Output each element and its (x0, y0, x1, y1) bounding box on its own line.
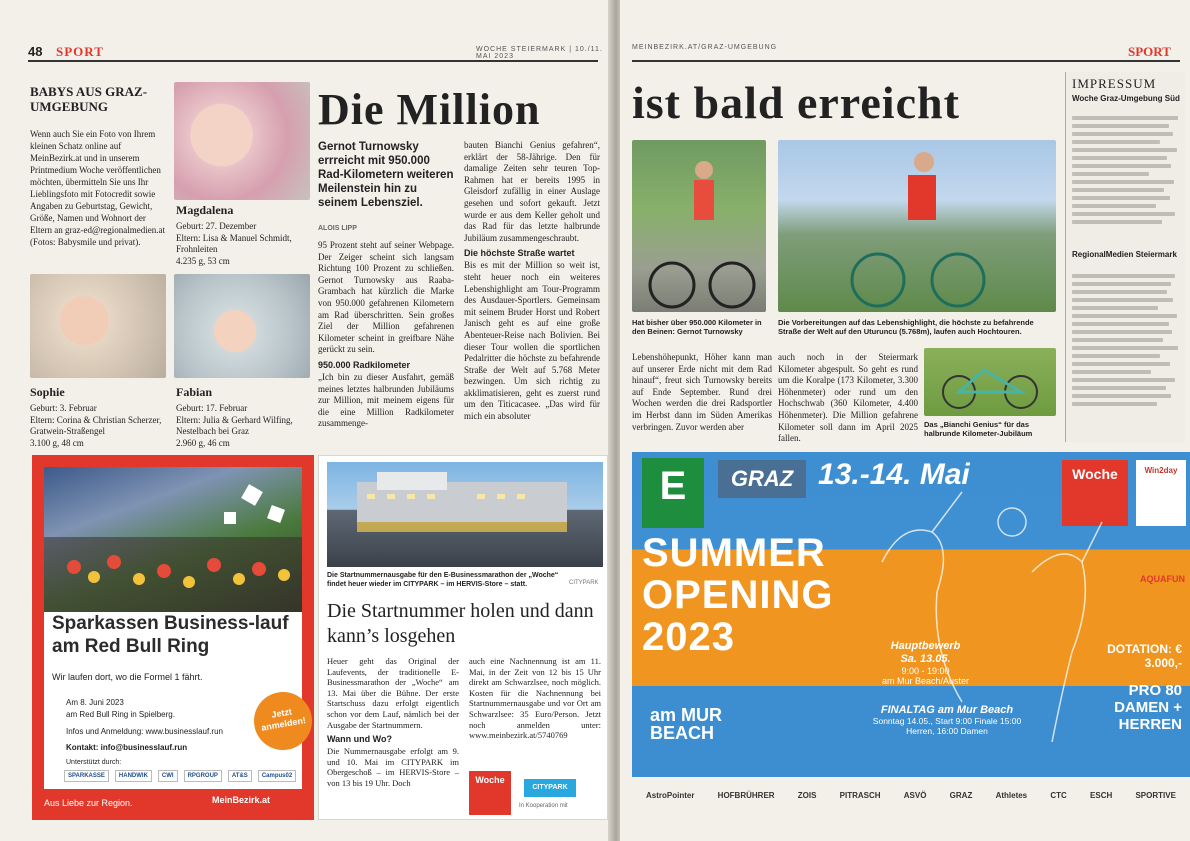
article-text: Bis es mit der Million so weit ist, steht heuer noch ein weiteres Lebenshighlight am Tour-Programm des Ausdauer-Sportlers. Gemeinsam mit seinem Bruder Horst und Robert Janisch geht es auf eine große Abenteuer-Reise nach Bolivien. Bei dieser Tour wollen die sportlichen Pedalritter die höchste zu befahrende Straße der Welt auf 5.768 Meter bezwingen. Um sich richtig zu akklimatisieren, geht es zuerst rund um den Titicacasee. „Das wird für mich ein absoluter (464, 260, 600, 422)
article-text: Heuer geht das Original der Laufevents, der traditionelle E-Businessmarathon der „Woche“ am 13. Mai über die Bühne. Der erste Startschuss dazu erfolgt eigentlich schon vor dem Lauf, nämlich bei der Ausgabe der Startnummern. (327, 656, 459, 730)
article-text: Die Nummernausgabe erfolgt am 9. und 10. Mai im CITYPARK im Obergeschoß – im HERVIS-Store – von 13 bis 19 Uhr. Doch (327, 746, 459, 788)
baby-photo-magdalena (174, 82, 310, 200)
main-event-date: Sa. 13.05. (900, 653, 951, 665)
main-event-place: am Mur Beach/Auster (882, 676, 970, 686)
citypark-logo: CITYPARK (524, 779, 576, 797)
sponsor-logo: ESCH (1090, 790, 1113, 800)
article-subhead: 950.000 Radkilometer (318, 359, 411, 370)
summer-opening-ad[interactable] (632, 452, 1190, 777)
babys-title: BABYS AUS GRAZ-UMGEBUNG (30, 84, 148, 114)
prize-money: DOTATION: € 3.000,- (1107, 642, 1182, 670)
citypark-column-2: auch eine Nachnennung ist am 11. Mai, in der Zeit von 12 bis 15 Uhr direkt am Schwarzlsee, noch möglich. Kosten für die Nachnennung bei Startnummernausgabe und vor Ort am Schwarzlsee: 35 Euro/Person. Jetzt noch anmelden unter: www.meinbezirk.at/5740769 (469, 656, 601, 741)
event-title: SUMMER OPENING 2023 (642, 531, 834, 659)
main-event-time: 9:00 - 19:00 (901, 666, 950, 676)
article-text: 95 Prozent steht auf seiner Webpage. Der Zeiger scheint sich langsam Richtung 100 Prozent zu schließen. Gernot Turnowsky aus Raaba-Grambach hat kürzlich die Marke von 950.000 gefahrenen Kilometern am Rad überschritten. Sein großes Ziel der Million gefahrenen Kilometer scheint in greifbare Nähe gerückt zu sein. (318, 240, 454, 355)
sponsor-logo: PITRASCH (839, 790, 881, 800)
sponsor-logo: RPGROUP (184, 770, 222, 782)
bike-photo (924, 348, 1056, 416)
section-label: SPORT (1128, 44, 1171, 59)
baby-photo-sophie (30, 274, 166, 378)
citypark-headline: Die Startnummer holen und dann kann’s losgehen (327, 600, 594, 647)
cyclist-photo-2 (778, 140, 1056, 312)
bicycle-illustration (924, 348, 1056, 416)
woche-logo: Woche (1062, 460, 1128, 526)
article-column-1 (318, 240, 454, 430)
photo-caption: Die Startnummernausgabe für den E-Businessmarathon der „Woche“ findet heuer wieder im CITYPARK – im HERVIS-Store – statt. (327, 572, 559, 588)
impressum-subtitle: RegionalMedien Steiermark (1072, 250, 1177, 259)
article-deck: Gernot Turnowsky errreicht mit 950.000 Rad-Kilometern weiteren Meilenstein hin zu seinem Lebensziel. (318, 141, 454, 209)
final-day-details: Sonntag 14.05., Start 9:00 Finale 15:00 Herren, 16:00 Damen (872, 716, 1022, 736)
impressum-text-lines (1072, 116, 1182, 228)
meinbezirk-logo: MeinBezirk.at (212, 795, 271, 805)
sponsor-logo: AT&S (228, 770, 252, 782)
citypark-building (327, 462, 603, 567)
article-subhead: Die höchste Straße wartet (464, 248, 575, 259)
sponsor-strip (632, 780, 1190, 810)
ad-subtitle: Wir laufen dort, wo die Formel 1 fährt. (52, 672, 203, 682)
sponsor-logo: GRAZ (949, 790, 973, 800)
babys-intro: Wenn auch Sie ein Foto von Ihrem kleinen Schatz online auf MeinBezirk.at und in unserem Printmedium Woche veröffentlichen möchten, übermitteln Sie uns Ihr Lieblingsfoto mit Fotocredit sowie Angaben zu Geburtstag, Gewicht, Größe, Namen und Wohnort der Eltern an graz-ed@regionalmedien.at (Fotos: Babysmile und privat). (30, 129, 165, 247)
photo-caption: Hat bisher über 950.000 Kilometer in den Beinen: Gernot Turnowsky (632, 318, 762, 336)
city-label: GRAZ (718, 460, 806, 498)
event-dates: 13.-14. Mai (818, 458, 970, 491)
baby-info: Geburt: 17. Februar Eltern: Julia & Gerhard Wilfing, Nestelbach bei Graz 2.960 g, 46 cm (176, 403, 293, 448)
energie-logo: E (642, 458, 704, 528)
ad-inner (44, 467, 307, 789)
impressum-title: IMPRESSUM (1072, 76, 1157, 91)
sponsor-logo: ASVÖ (903, 790, 927, 800)
section-label: SPORT (56, 44, 104, 59)
runners-photo (44, 467, 302, 612)
article-headline-left: Die Million (318, 85, 541, 134)
page-number: 48 (28, 44, 43, 59)
final-day-info (872, 704, 1022, 736)
baby-name: Sophie (30, 385, 65, 399)
sponsor-logo: ZOIS (797, 790, 817, 800)
ad-date: Am 8. Juni 2023 am Red Bull Ring in Spielberg. (66, 698, 175, 719)
photo-caption: Das „Bianchi Genius“ für das halbrunde Kilometer-Jubiläum (924, 420, 1033, 438)
cyclist-photo-1 (632, 140, 766, 312)
article-headline-right: ist bald erreicht (632, 77, 960, 128)
woche-logo: Woche (469, 771, 511, 815)
sponsor-logo: CWI (158, 770, 178, 782)
sponsor-logo: SPARKASSE (64, 770, 109, 782)
sponsor-logo: SPORTIVE (1135, 790, 1176, 800)
businesslauf-ad[interactable] (32, 455, 314, 820)
main-event-title: Hauptbewerb (890, 640, 961, 652)
ad-footer-slogan: Aus Liebe zur Region. (44, 798, 133, 808)
cyclist-illustration (632, 140, 766, 312)
photo-caption: Die Vorbereitungen auf das Lebenshighlight, die höchste zu befahrende Straße der Welt auf den Uturuncu (5.768m), laufen auch Hochtouren. (778, 318, 1034, 336)
sponsor-logo: HOFBRÜHRER (717, 790, 775, 800)
ad-contact[interactable]: Kontakt: info@businesslauf.run (66, 743, 188, 752)
impressum-subtitle: Woche Graz-Umgebung Süd (1072, 94, 1180, 103)
running-head: MEINBEZIRK.AT/GRAZ-UMGEBUNG (632, 44, 778, 51)
sponsor-logo: HANDWIK (115, 770, 152, 782)
photo-credit: CITYPARK (569, 580, 599, 586)
right-page (620, 0, 1190, 841)
final-day-title: FINALTAG am Mur Beach (880, 704, 1014, 716)
citypark-box (318, 455, 608, 820)
win2day-logo: Win2day (1136, 460, 1186, 526)
register-badge[interactable]: Jetzt anmelden! (249, 687, 316, 754)
baby-info: Geburt: 3. Februar Eltern: Corina & Christian Scherzer, Gratwein-Straßengel 3.100 g, 48 cm (30, 403, 162, 448)
sponsor-logos (64, 770, 296, 782)
article-column-2 (464, 140, 600, 423)
mur-beach-logo: am MUR BEACH (650, 705, 723, 743)
main-event-info (882, 640, 969, 686)
article-text: „Ich bin zu dieser Ausfahrt, gemäß meines letztes halbrunden Jubiläums zur Million, mit meinem eigens für die eine Million Radkilometer zusammenge- (318, 371, 454, 429)
baby-info: Geburt: 27. Dezember Eltern: Lisa & Manuel Schmidt, Frohnleiten 4.235 g, 53 cm (176, 221, 292, 266)
article-text: bauten Bianchi Genius gefahren“, erklärt der 58-Jährige. Den für damalige Zeiten sehr teuren Top-Rahmen hat er bereits 1995 in Gleisdorf zufällig in einer Auslage gesehen und sofort gekauft. Jetzt wurde er aus dem Keller geholt und das Rad für das letzte halbrunde Jubiläum zusammengeschraubt. (464, 140, 600, 243)
header-rule (28, 60, 598, 62)
impressum-text-lines (1072, 274, 1182, 410)
sponsor-logo: CTC (1050, 790, 1067, 800)
pro-category: PRO 80 DAMEN + HERREN (1114, 682, 1182, 733)
sponsor-logo: Campus02 (258, 770, 296, 782)
ad-info-link[interactable]: Infos und Anmeldung: www.businesslauf.run (66, 727, 223, 736)
citypark-column-1 (327, 656, 459, 789)
baby-name: Fabian (176, 385, 213, 399)
ad-title: Sparkassen Business-lauf am Red Bull Ring (52, 613, 289, 657)
article-subhead: Wann und Wo? (327, 734, 392, 745)
article-author: ALOIS LIPP (318, 225, 357, 232)
running-head: WOCHE STEIERMARK | 10./11. MAI 2023 (476, 46, 603, 60)
cooperation-label: In Kooperation mit (519, 803, 568, 809)
citypark-photo (327, 462, 603, 567)
runners-illustration (44, 467, 302, 612)
cyclist-illustration (778, 140, 1056, 312)
sponsor-logo: Athletes (995, 790, 1028, 800)
sponsors-label: Unterstützt durch: (66, 759, 122, 766)
header-rule (632, 60, 1180, 62)
article-column-3: Lebenshöhepunkt, Höher kann man auf unserer Erde nicht mit dem Rad hinauf“, freut sich Turnowsky bereits auf Ende September. Rund drei Wochen werden die drei Radsportler im Herbst dann im Süden Amerikas verbringen. Zuvor werden aber (632, 352, 772, 432)
baby-photo-fabian (174, 274, 310, 378)
aquafun-logo: AQUAFUN (1140, 574, 1185, 584)
sponsor-logo: AstroPointer (646, 790, 695, 800)
article-column-4: auch noch in der Steiermark Kilometer abgespult. So geht es rund um die Koralpe (173 Kilometer, 3.300 Höhenmeter) oder rund um den Hochschwab (360 Kilometer, 4.400 Höhenmeter). Die Million gefahrene Kilometer soll dann im April 2025 fallen. (778, 352, 918, 444)
baby-name: Magdalena (176, 203, 234, 217)
impressum-box (1065, 72, 1185, 442)
